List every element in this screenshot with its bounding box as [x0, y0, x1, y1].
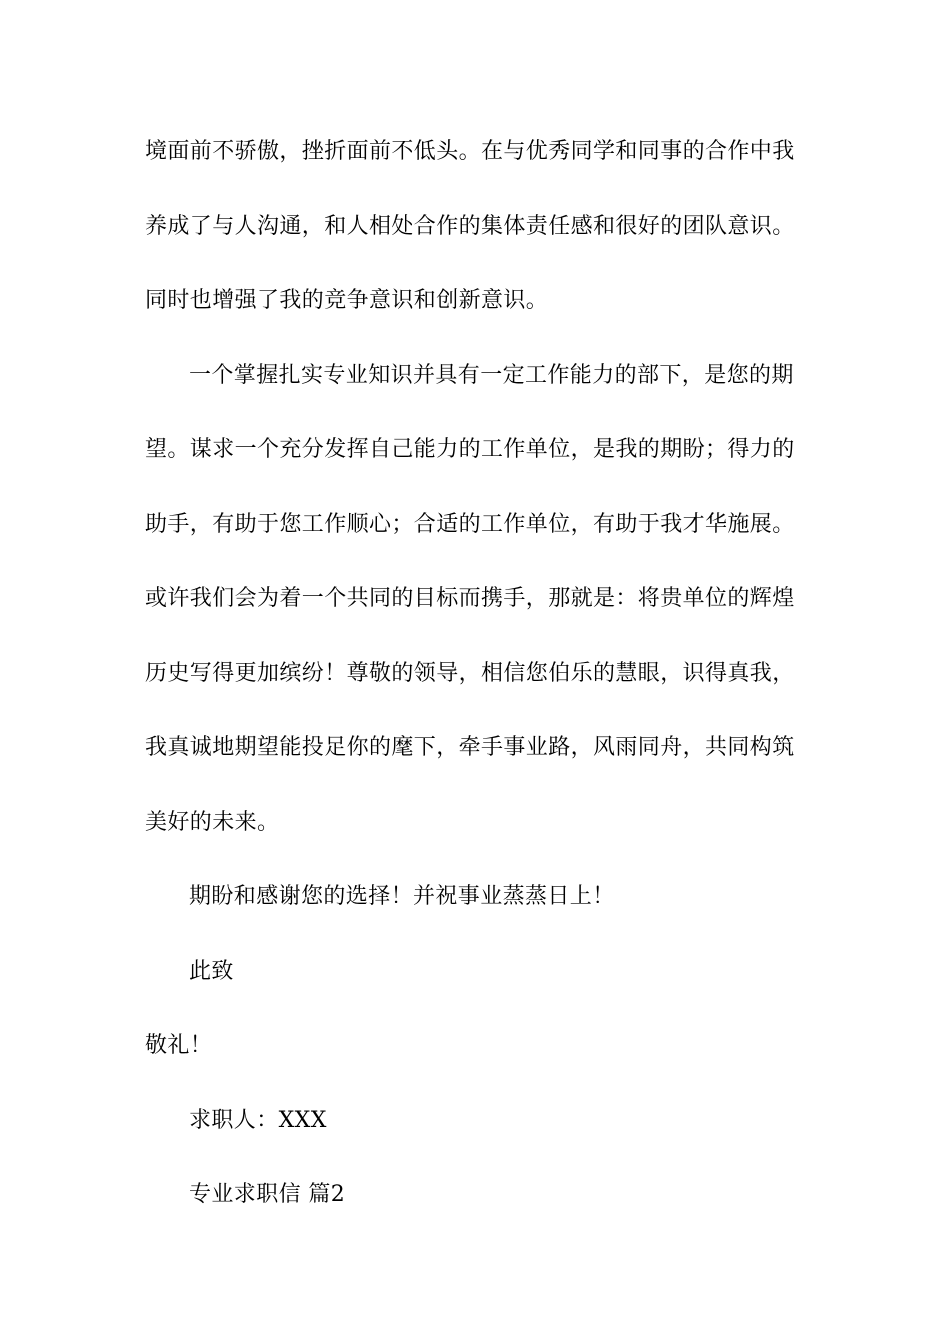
- paragraph-start-line: 一个掌握扎实专业知识并具有一定工作能力的部下，是您的期: [189, 363, 794, 388]
- salutation-ci-zhi: 此致: [189, 959, 234, 984]
- salutation-jing-li: 敬礼！: [145, 1033, 213, 1058]
- applicant-signature: 求职人：XXX: [189, 1108, 327, 1133]
- body-text-line: 望。谋求一个充分发挥自己能力的工作单位，是我的期盼；得力的: [145, 437, 795, 462]
- body-text-line: 历史写得更加缤纷！尊敬的领导，相信您伯乐的慧眼，识得真我，: [145, 661, 795, 686]
- body-text-line: 美好的未来。: [145, 810, 280, 835]
- closing-wish: 期盼和感谢您的选择！并祝事业蒸蒸日上！: [189, 884, 615, 909]
- body-text-line: 助手，有助于您工作顺心；合适的工作单位，有助于我才华施展。: [145, 512, 795, 537]
- body-text-line: 同时也增强了我的竞争意识和创新意识。: [145, 288, 549, 313]
- section-heading: 专业求职信 篇2: [189, 1182, 346, 1207]
- body-text-line: 养成了与人沟通，和人相处合作的集体责任感和很好的团队意识。: [145, 214, 795, 239]
- body-text-line: 我真诚地期望能投足你的麾下，牵手事业路，风雨同舟，共同构筑: [145, 735, 795, 760]
- body-text-line: 或许我们会为着一个共同的目标而携手，那就是：将贵单位的辉煌: [145, 586, 795, 611]
- body-text-line: 境面前不骄傲，挫折面前不低头。在与优秀同学和同事的合作中我: [145, 139, 795, 164]
